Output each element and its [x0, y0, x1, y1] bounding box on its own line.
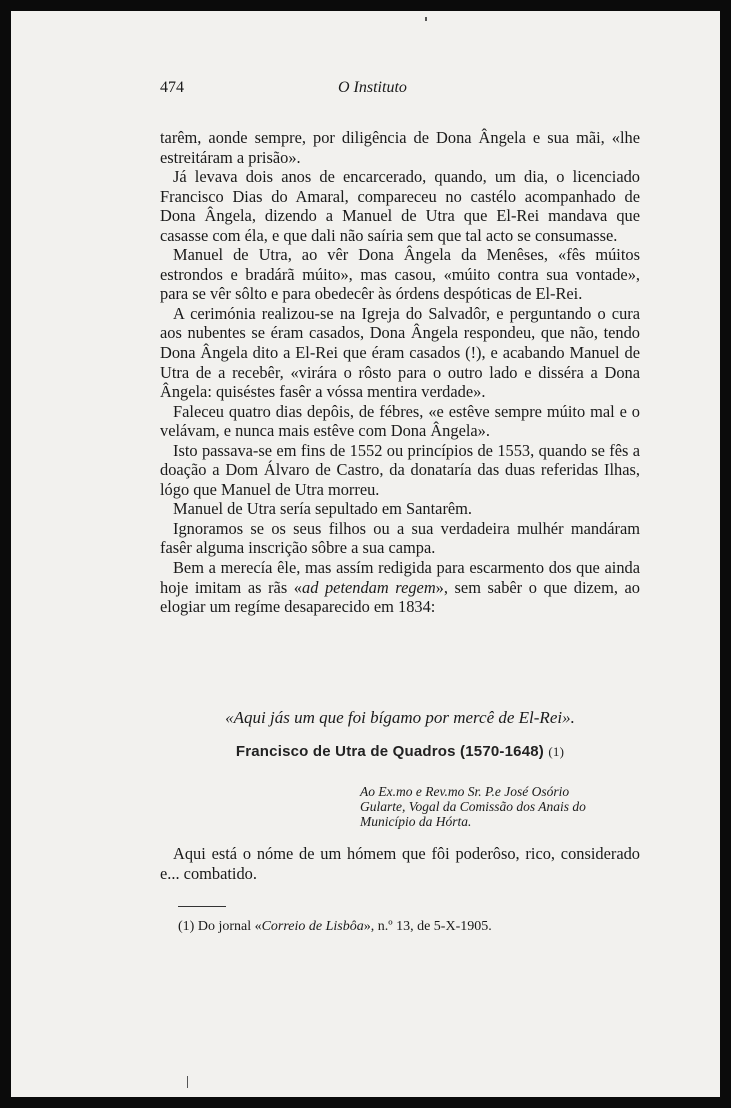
dedication-line-3: Município da Hórta.	[360, 814, 472, 829]
dedication-line-2: Gularte, Vogal da Comissão dos Anais do	[360, 799, 586, 814]
paragraph-8: Ignoramos se os seus filhos ou a sua verdadeira mulhér mandáram fasêr alguma inscrição sôbre a sua campa.	[160, 518, 640, 558]
latin-phrase: ad petendam regem	[302, 577, 436, 597]
paragraph-3: Manuel de Utra, ao vêr Dona Ângela da Menêses, «fês múitos estrondos e bradárã múito», mas casou, «múito contra sua vontade», para se vêr sôlto e para obedecêr às órdens despóticas de El-Rei.	[160, 245, 640, 304]
running-title: O Instituto	[338, 79, 407, 96]
journal-name: Correio de Lisbôa	[261, 919, 364, 934]
paragraph-6: Isto passava-se em fins de 1552 ou princípios de 1553, quando se fês a doação a Dom Álvaro de Castro, da donataría das duas referidas Ilhas, lógo que Manuel de Utra morreu.	[160, 440, 640, 499]
paragraph-1: tarêm, aonde sempre, por diligência de Dona Ângela e sua mãi, «lhe estreitáram a prisão».	[160, 128, 640, 167]
paragraph-4: A cerimónia realizou-se na Igreja do Salvadôr, e perguntando o cura aos nubentes se éram casados, Dona Ângela respondeu, que não, tendo Dona Ângela dito a El-Rei que éram casados (!), e acabando Manuel de Utra de a recebêr, «virára o rôsto para o outro lado e disséra a Dona Ângela: quiséstes fasêr a vóssa mentira verdade».	[160, 303, 640, 402]
dedication	[360, 784, 640, 829]
epitaph-quote: «Aqui jás um que foi bígamo por mercê de El-Rei».	[225, 708, 575, 727]
dedication-line-1: Ao Ex.mo e Rev.mo Sr. P.e José Osório	[360, 784, 570, 799]
footnote-divider	[178, 906, 226, 907]
page-number: 474	[160, 79, 184, 96]
paragraph-5: Faleceu quatro dias depôis, de fébres, «e estêve sempre múito mal e o velávam, e nunca mais estêve com Dona Ângela».	[160, 401, 640, 441]
closing-text	[160, 844, 640, 883]
paragraph-9-end: », sem sabêr o que dizem, ao elogiar um regíme desaparecido em 1834:	[160, 577, 640, 617]
footnote-text-end: », n.º 13, de 5-X-1905.	[363, 919, 492, 934]
footnote-text-start: Do jornal «	[194, 919, 262, 934]
paragraph-7: Manuel de Utra sería sepultado em Santarêm.	[173, 499, 473, 519]
section-title	[160, 743, 640, 760]
footnote-marker: (1)	[178, 919, 195, 934]
body-text	[160, 128, 640, 617]
scan-speck	[187, 1076, 188, 1088]
paragraph-2: Já levava dois anos de encarcerado, quando, um dia, o licenciado Francisco Dias do Amaral, compareceu no castélo acompanhado de Dona Ângela, dizendo a Manuel de Utra que El-Rei mandava que casasse com éla, e que dali não saíria sem que tal acto se consumasse.	[160, 167, 640, 245]
footnote-reference: (1)	[548, 744, 565, 759]
paragraph-9	[160, 558, 640, 617]
page-header	[160, 79, 640, 103]
scan-speck	[425, 17, 427, 21]
section-title-text: Francisco de Utra de Quadros (1570-1648)	[235, 743, 544, 760]
footnote	[178, 919, 638, 935]
paragraph-9-start: Bem a merecía êle, mas assím redigida para escarmento dos que ainda hoje imitam as rãs «	[160, 558, 640, 597]
closing-paragraph: Aqui está o nóme de um hómem que fôi poderôso, rico, considerado e... combatido.	[160, 844, 640, 883]
